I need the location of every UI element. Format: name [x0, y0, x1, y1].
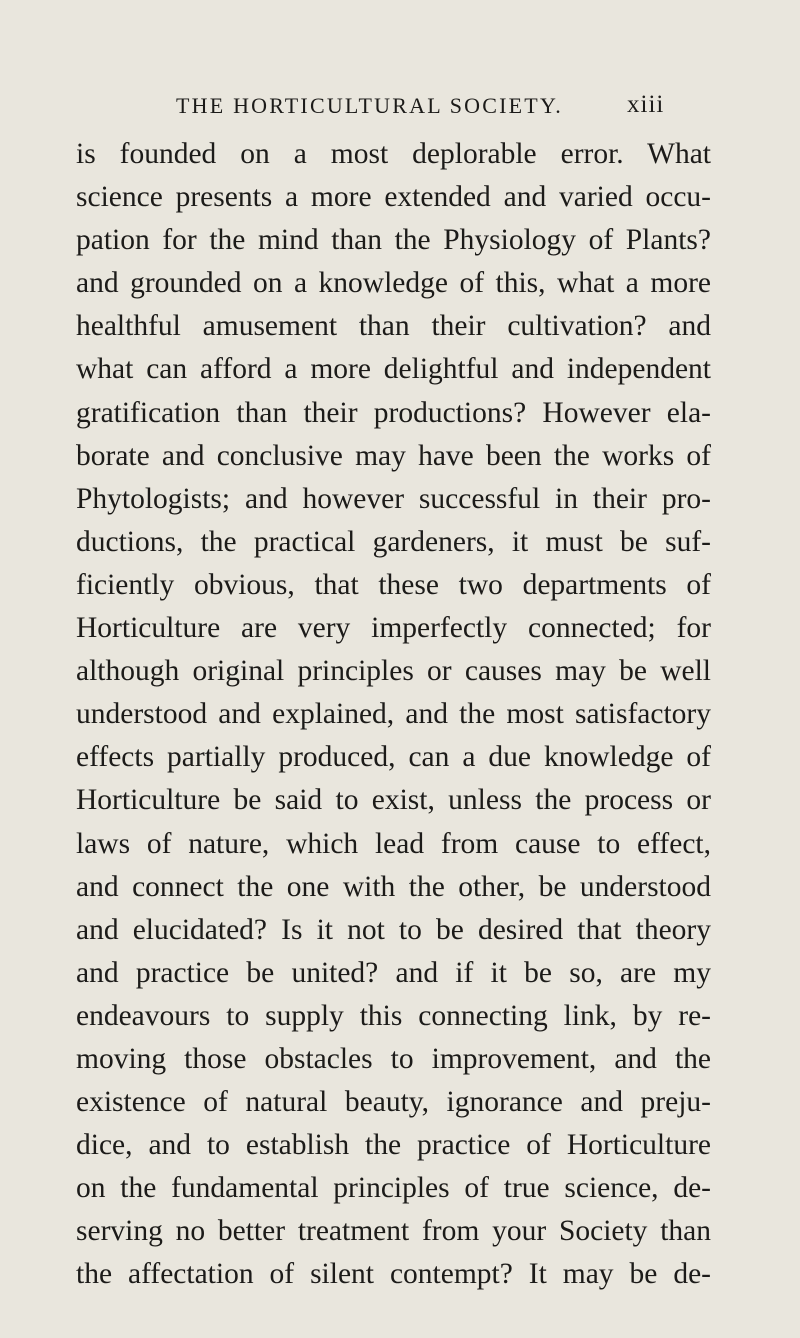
page-number: xiii	[627, 91, 665, 118]
text-line: borate and conclusive may have been the works of	[76, 439, 711, 472]
text-line: Horticulture be said to exist, unless the process or	[76, 784, 711, 817]
text-line: on the fundamental principles of true science, de-	[76, 1172, 711, 1205]
text-line: what can afford a more delightful and independent	[76, 353, 711, 386]
running-title: THE HORTICULTURAL SOCIETY.	[176, 93, 563, 118]
text-line: and practice be united? and if it be so, are my	[76, 956, 711, 989]
text-line: effects partially produced, can a due knowledge of	[76, 741, 711, 774]
text-line: ductions, the practical gardeners, it must be suf-	[76, 525, 711, 558]
text-line: ficiently obvious, that these two departments of	[76, 568, 711, 601]
text-line: the affectation of silent contempt? It may be de-	[76, 1258, 711, 1291]
text-line: although original principles or causes may be well	[76, 655, 711, 688]
body-text	[76, 133, 711, 1297]
text-line: and connect the one with the other, be understood	[76, 870, 711, 903]
text-line: existence of natural beauty, ignorance and preju-	[76, 1086, 711, 1119]
text-line: is founded on a most deplorable error. What	[76, 138, 711, 170]
text-line: and grounded on a knowledge of this, what a more	[76, 267, 711, 300]
text-line: science presents a more extended and varied occu-	[76, 181, 711, 214]
text-line: pation for the mind than the Physiology of Plants?	[76, 224, 711, 257]
text-line: gratification than their productions? However ela-	[76, 396, 711, 429]
text-line: dice, and to establish the practice of Horticulture	[76, 1129, 711, 1162]
text-line: Horticulture are very imperfectly connected; for	[76, 612, 711, 645]
text-line: healthful amusement than their cultivation? and	[76, 310, 711, 343]
text-line: endeavours to supply this connecting link, by re-	[76, 999, 711, 1032]
text-line: serving no better treatment from your Society than	[76, 1215, 711, 1248]
text-line: Phytologists; and however successful in their pro-	[76, 482, 711, 515]
text-line: understood and explained, and the most satisfactory	[76, 698, 711, 731]
text-line: moving those obstacles to improvement, and the	[76, 1042, 711, 1075]
text-line: laws of nature, which lead from cause to effect,	[76, 827, 711, 860]
text-line: and elucidated? Is it not to be desired that theory	[76, 913, 711, 946]
